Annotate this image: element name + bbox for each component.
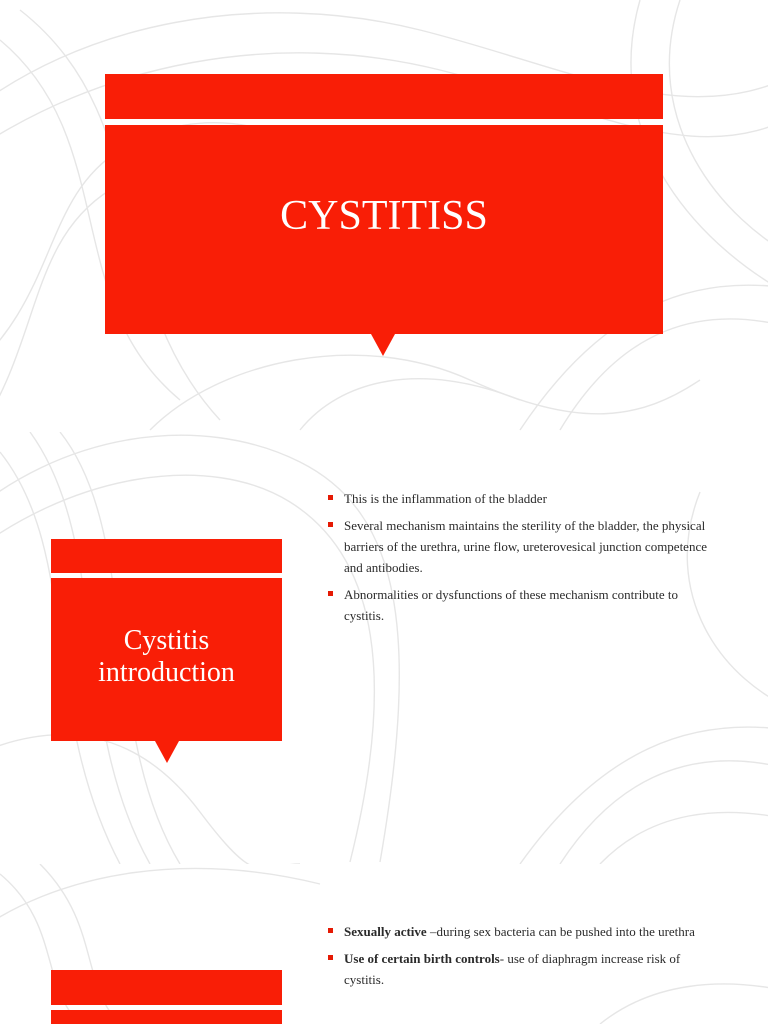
section-title-pointer xyxy=(155,741,179,763)
section-top-bar xyxy=(51,970,282,1005)
title-top-bar xyxy=(105,74,663,119)
bullet-square-icon xyxy=(328,591,333,596)
list-item: This is the inflammation of the bladder xyxy=(328,488,708,509)
bullet-square-icon xyxy=(328,955,333,960)
title-box-pointer xyxy=(371,334,395,356)
slide-title xyxy=(0,0,768,432)
section-title-line-1: Cystitis xyxy=(123,625,210,656)
list-item: Several mechanism maintains the sterility of the bladder, the physical barriers of the urethra, urine flow, ureterovesical junction competence and antibodies. xyxy=(328,515,708,578)
slide-risk-factors xyxy=(0,864,768,1024)
bullet-square-icon xyxy=(328,522,333,527)
section-top-bar xyxy=(51,539,282,573)
section-title xyxy=(51,625,282,689)
bullet-list xyxy=(328,488,708,632)
list-item: Sexually active –during sex bacteria can be pushed into the urethra xyxy=(328,921,708,942)
bullet-square-icon xyxy=(328,495,333,500)
bullet-list xyxy=(328,921,708,996)
bullet-square-icon xyxy=(328,928,333,933)
section-title-line-2: introduction xyxy=(98,657,235,689)
slide-introduction xyxy=(0,432,768,864)
list-item: Abnormalities or dysfunctions of these mechanism contribute to cystitis. xyxy=(328,584,708,626)
slide-title-text: CYSTITISS xyxy=(280,193,488,239)
section-title-box xyxy=(51,1010,282,1024)
list-item: Use of certain birth controls- use of diaphragm increase risk of cystitis. xyxy=(328,948,708,990)
